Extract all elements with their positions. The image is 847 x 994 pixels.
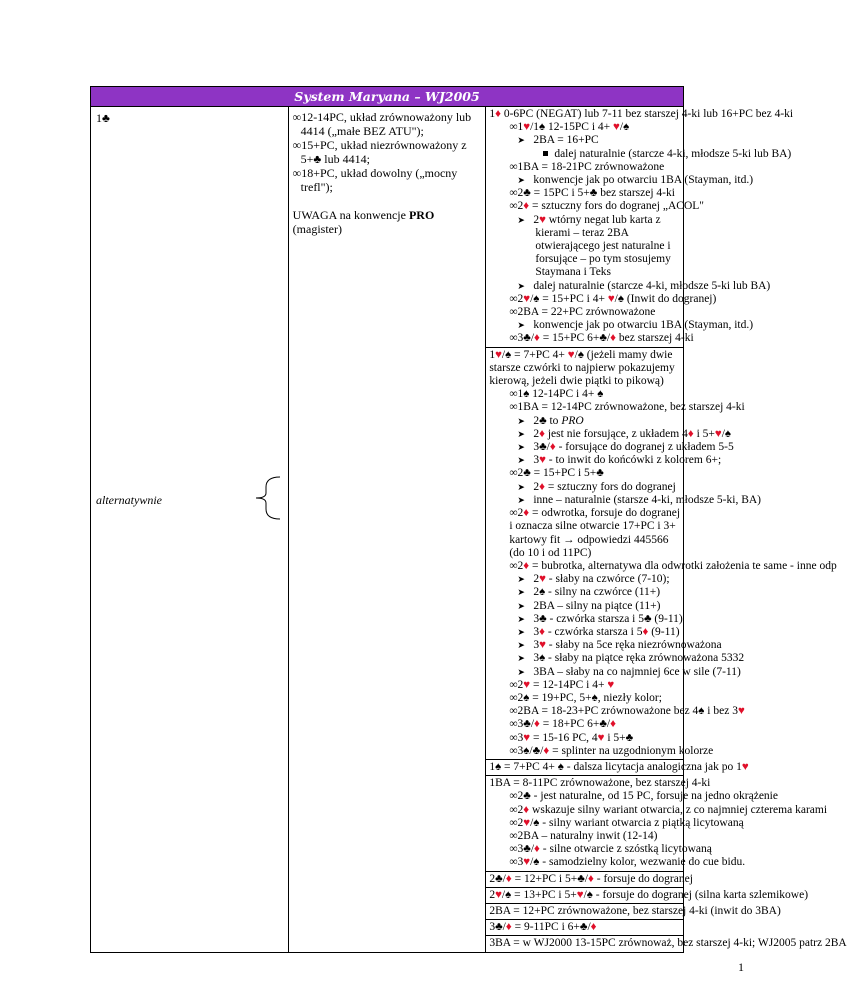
response-line: 1♠ = 7+PC 4+ ♠ - dalsza licytacja analogiczna jak po 1♥: [489, 760, 749, 773]
response-line: ➤ 3♥ - słaby na 5ce ręka niezrównoważona: [517, 639, 722, 652]
convention-note: UWAGA na konwencje PRO (magister): [292, 208, 435, 236]
arrow-icon: ➤: [517, 455, 525, 466]
arrow-icon: ➤: [517, 415, 525, 426]
alternative-label: alternatywnie: [96, 493, 162, 507]
table-title: System Maryana – WJ2005: [91, 87, 684, 107]
opening-bid-cell: 1♣: [91, 107, 289, 953]
response-line: ∞3♣/♦ = 15+PC 6+♣/♦ bez starszej 4-ki: [509, 332, 694, 345]
response-line: ➤ 3♦ - czwórka starsza i 5♦ (9-11): [517, 625, 680, 638]
arrow-icon: ➤: [517, 626, 525, 637]
response-line: ∞2♦ = sztuczny fors do dogranej „ACOL": [509, 200, 704, 213]
response-line: ∞3♣/♦ = 18+PC 6+♣/♦: [509, 718, 616, 731]
block-2nt-response: [486, 904, 781, 920]
response-line: ∞2♥/♠ = 15+PC i 4+ ♥/♠ (Inwit do dogranej): [509, 292, 717, 305]
response-line: ➤ konwencje jak po otwarciu 1BA (Stayman, itd.): [517, 174, 754, 187]
document-sheet: [90, 86, 847, 953]
arrow-icon: ➤: [517, 574, 525, 585]
arrow-icon: ➤: [517, 214, 525, 225]
response-line: ∞2♦ = bubrotka, alternatywa dla odwrotki założenia te same - inne odp: [509, 559, 837, 572]
response-line: ∞2♣ = 15+PC i 5+♣: [509, 467, 604, 480]
block-1s-response: [486, 760, 749, 776]
response-line: ∞2♠ = 19+PC, 5+♠, niezły kolor;: [509, 691, 662, 704]
response-line: 2♥/♠ = 13+PC i 5+♥/♠ - forsuje do dogranej (silna karta szlemikowe): [489, 888, 809, 901]
desc-balanced: ∞12-14PC, układ zrównoważony lub 4414 („małe BEZ ATU");: [292, 110, 472, 138]
arrow-icon: ➤: [517, 640, 525, 651]
response-line: ∞2♦ wskazuje silny wariant otwarcia, z co najmniej czterema karami: [509, 803, 828, 816]
block-3nt-response: [486, 936, 847, 951]
response-line: ∞3♠/♣/♦ = splinter na uzgodnionym kolorze: [509, 744, 714, 757]
response-line: ∞3♥/♠ - samodzielny kolor, wezwanie do cue bidu.: [509, 856, 746, 869]
arrow-icon: ➤: [517, 613, 525, 624]
response-line: ➤ 3♠ - słaby na piątce ręka zrównoważona 5332: [517, 652, 745, 665]
response-line: ∞2♦ = odwrotka, forsuje do dogranej i oznacza silne otwarcie 17+PC i 3+ kartowy fit → odpowiedzi 445566 (do 10 i od 11PC): [509, 507, 681, 559]
arrow-icon: ➤: [517, 428, 525, 439]
desc-unbalanced: ∞15+PC, układ niezrównoważony z 5+♣ lub 4414;: [292, 138, 467, 166]
response-line: ∞3♥ = 15-16 PC, 4♥ i 5+♣: [509, 731, 634, 744]
response-line: 3♣/♦ = 9-11PC i 6+♣/♦: [489, 921, 597, 934]
response-line: 1♥/♠ = 7+PC 4+ ♥/♠ (jeżeli mamy dwie starsze czwórki to najpierw pokazujemy kierową, jeżeli dwie piątki to pikową): [489, 348, 675, 388]
response-line: dalej naturalnie (starcze 4-ki, młodsze 5-ki lub BA): [489, 148, 681, 161]
page-number: 1: [738, 960, 744, 974]
response-line: ➤ 2BA = 16+PC: [517, 134, 599, 147]
arrow-icon: ➤: [517, 653, 525, 664]
block-2c-2d-response: [486, 872, 693, 888]
block-1d-response: [486, 107, 794, 348]
response-line: ➤ 2♠ - silny na czwórce (11+): [517, 586, 661, 599]
response-line: ∞2BA = 18-23+PC zrównoważone bez 4♠ i bez 3♥: [509, 705, 745, 718]
arrow-icon: ➤: [517, 320, 525, 331]
response-line: ➤ 3♥ - to inwit do końcówki z kolorem 6+;: [517, 454, 722, 467]
response-line: ∞1BA = 18-21PC zrównoważone: [509, 160, 665, 173]
arrow-icon: ➤: [517, 280, 525, 291]
response-line: 2BA = 12+PC zrównoważone, bez starszej 4-ki (inwit do 3BA): [489, 904, 781, 917]
system-table: [90, 86, 847, 953]
response-line: ➤ dalej naturalnie (starcze 4-ki, młodsze 5-ki lub BA): [517, 279, 771, 292]
response-line: ➤ inne – naturalnie (starsze 4-ki, młodsze 5-ki, BA): [517, 493, 762, 506]
response-line: ➤ 2♥ wtórny negat lub karta z kierami – teraz 2BA otwierającego jest naturalne i forsujące – po tym stosujemy Staymana i Teks: [517, 213, 671, 279]
opening-description-cell: [288, 107, 486, 953]
response-line: ∞2BA = 22+PC zrównoważone: [509, 306, 656, 319]
response-line: ∞2♥/♠ - silny wariant otwarcia z piątką licytowaną: [509, 816, 744, 829]
response-line: ∞2BA – naturalny inwit (12-14): [509, 829, 658, 842]
response-line: ∞1♠ 12-14PC i 4+ ♠: [509, 388, 604, 401]
arrow-icon: ➤: [517, 481, 525, 492]
square-bullet-icon: [543, 151, 548, 156]
response-line: ➤ konwencje jak po otwarciu 1BA (Stayman, itd.): [517, 319, 754, 332]
arrow-icon: ➤: [517, 494, 525, 505]
arrow-icon: ➤: [517, 587, 525, 598]
block-2h-2s-response: [486, 888, 809, 904]
response-line: 2♣/♦ = 12+PC i 5+♣/♦ - forsuje do dogranej: [489, 872, 693, 885]
arrow-icon: ➤: [517, 135, 525, 146]
response-line: 1♦ 0-6PC (NEGAT) lub 7-11 bez starszej 4-ki lub 16+PC bez 4-ki: [489, 108, 794, 120]
response-line: ➤ 3♣/♦ - forsujące do dogranej z układem 5-5: [517, 441, 734, 454]
response-line: ➤ 3♣ - czwórka starsza i 5♣ (9-11): [517, 612, 683, 625]
response-line: ∞2♥ = 12-14PC i 4+ ♥: [509, 678, 615, 691]
responses-cell: [486, 107, 847, 953]
response-line: ∞1BA = 12-14PC zrównoważone, bez starszej 4-ki: [509, 401, 745, 414]
response-line: ➤ 2♦ = sztuczny fors do dogranej: [517, 480, 676, 493]
response-line: ➤ 2♦ jest nie forsujące, z układem 4♦ i 5+♥/♠: [517, 427, 732, 440]
arrow-icon: ➤: [517, 600, 525, 611]
response-line: ➤ 2BA – silny na piątce (11+): [517, 599, 661, 612]
block-1h-1s-response: [486, 348, 837, 760]
response-line: ∞2♣ = 15PC i 5+♣ bez starszej 4-ki: [509, 187, 675, 200]
arrow-icon: ➤: [517, 442, 525, 453]
response-line: 1BA = 8-11PC zrównoważone, bez starszej 4-ki: [489, 777, 711, 790]
block-1nt-response: [486, 776, 828, 871]
desc-strong: ∞18+PC, układ dowolny („mocny trefl");: [292, 166, 458, 194]
arrow-icon: ➤: [517, 175, 525, 186]
block-3c-3d-response: [486, 920, 683, 936]
brace-icon: [254, 475, 284, 521]
response-line: ➤ 2♥ - słaby na czwórce (7-10);: [517, 573, 670, 586]
response-line: ∞2♣ - jest naturalne, od 15 PC, forsuje na jedno okrążenie: [509, 790, 778, 803]
response-line: 3BA = w WJ2000 13-15PC zrównoważ, bez starszej 4-ki; WJ2005 patrz 2BA: [489, 937, 847, 950]
response-line: ➤ 3BA – słaby na co najmniej 6ce w sile (7-11): [517, 665, 741, 678]
response-line: ∞1♥/1♠ 12-15PC i 4+ ♥/♠: [509, 121, 630, 134]
response-line: ∞3♣/♦ - silne otwarcie z szóstką licytowaną: [509, 843, 712, 856]
response-line: ➤ 2♣ to PRO: [517, 414, 584, 427]
arrow-icon: ➤: [517, 666, 525, 677]
